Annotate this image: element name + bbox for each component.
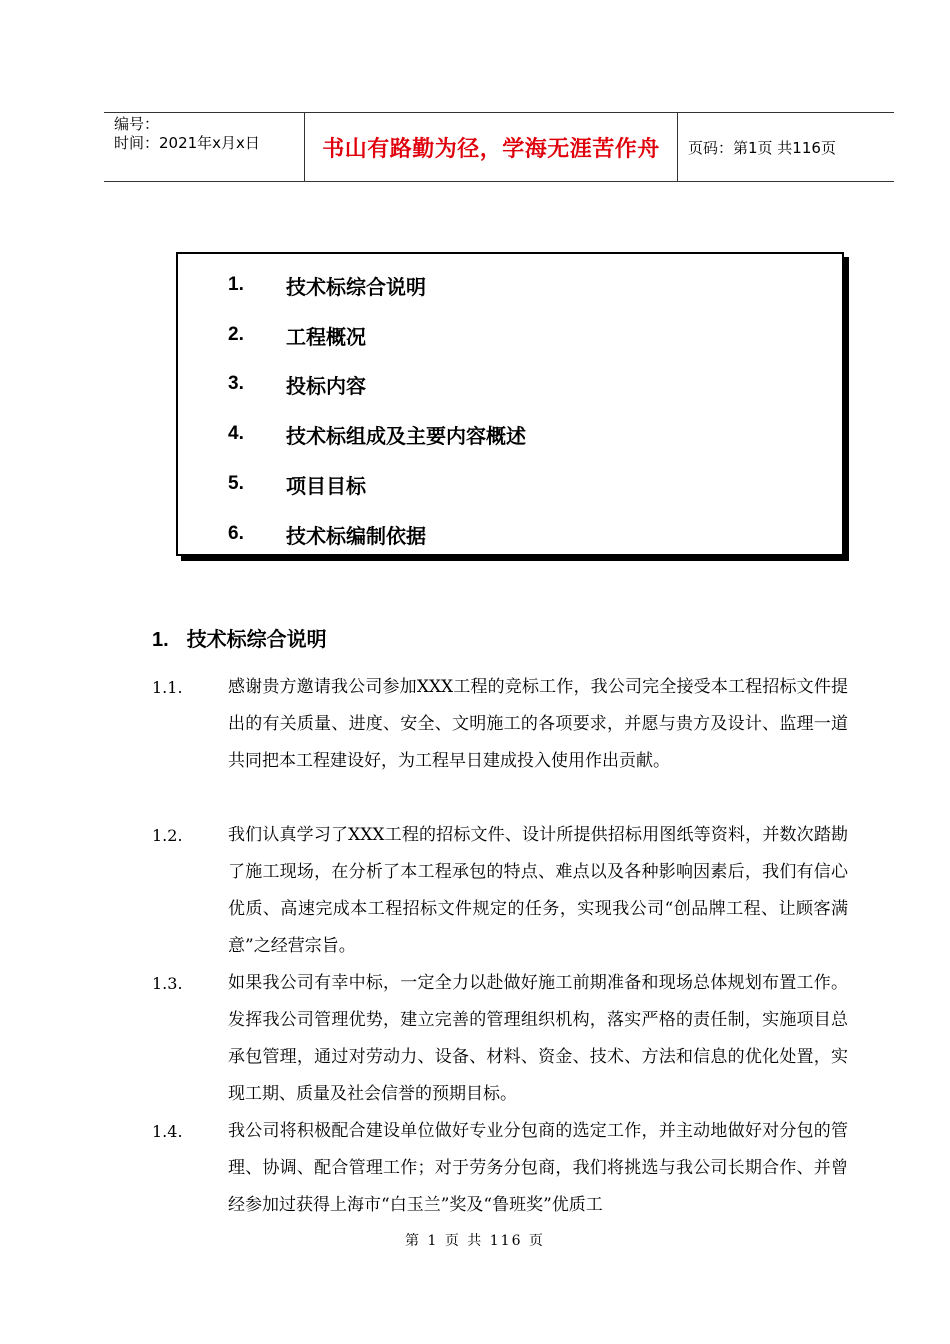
toc-item-label: 工程概况: [286, 324, 366, 349]
toc-item-label: 技术标编制依据: [286, 523, 426, 548]
page-footer: 第 1 页 共 116 页: [405, 1233, 545, 1249]
header-motto: 书山有路勤为径，学海无涯苦作舟: [305, 113, 678, 181]
paragraph-text: 感谢贵方邀请我公司参加XXX工程的竞标工作，我公司完全接受本工程招标文件提出的有关质量、进度、安全、文明施工的各项要求，并愿与贵方及设计、监理一道共同把本工程建设好，为工程早日建成投入使用作出贡献。: [228, 677, 848, 771]
time-label: 时间：2021年x月x日: [114, 134, 260, 152]
paragraph-text: 我公司将积极配合建设单位做好专业分包商的选定工作，并主动地做好对分包的管理、协调、配合管理工作；对于劳务分包商，我们将挑选与我公司长期合作、并曾经参加过获得上海市“白玉兰”奖及“鲁班奖”优质工: [228, 1121, 848, 1215]
serial-label: 编号：: [114, 115, 160, 133]
toc-item-label: 项目目标: [286, 473, 366, 498]
header-page-info: 页码：第1页 共116页: [688, 138, 836, 157]
page-header: [104, 112, 894, 182]
paragraph-number: 1.3.: [152, 974, 183, 993]
paragraph-number: 1.2.: [152, 826, 183, 845]
section-title: 技术标综合说明: [186, 627, 327, 651]
toc-item-label: 投标内容: [286, 373, 366, 398]
toc-item-number: 2.: [228, 324, 244, 345]
toc-item-number: 6.: [228, 523, 244, 544]
toc-item-label: 技术标综合说明: [286, 274, 426, 299]
paragraph-text: 如果我公司有幸中标，一定全力以赴做好施工前期准备和现场总体规划布置工作。发挥我公司管理优势，建立完善的管理组织机构，落实严格的责任制，实施项目总承包管理，通过对劳动力、设备、材料、资金、技术、方法和信息的优化处置，实现工期、质量及社会信誉的预期目标。: [228, 973, 848, 1104]
paragraph-number: 1.1.: [152, 678, 183, 697]
paragraph-text: 我们认真学习了XXX工程的招标文件、设计所提供招标用图纸等资料，并数次踏勘了施工现场，在分析了本工程承包的特点、难点以及各种影响因素后，我们有信心优质、高速完成本工程招标文件规定的任务，实现我公司“创品牌工程、让顾客满意”之经营宗旨。: [228, 825, 848, 956]
section-number: 1.: [152, 629, 169, 651]
toc-item-number: 1.: [228, 274, 244, 295]
toc-item-number: 4.: [228, 423, 244, 444]
header-left-cell: [104, 113, 305, 181]
paragraph-number: 1.4.: [152, 1122, 183, 1141]
section-heading: [152, 623, 327, 652]
toc-item-number: 3.: [228, 373, 244, 394]
table-of-contents: [176, 252, 844, 556]
toc-item-label: 技术标组成及主要内容概述: [286, 423, 526, 448]
toc-item-number: 5.: [228, 473, 244, 494]
